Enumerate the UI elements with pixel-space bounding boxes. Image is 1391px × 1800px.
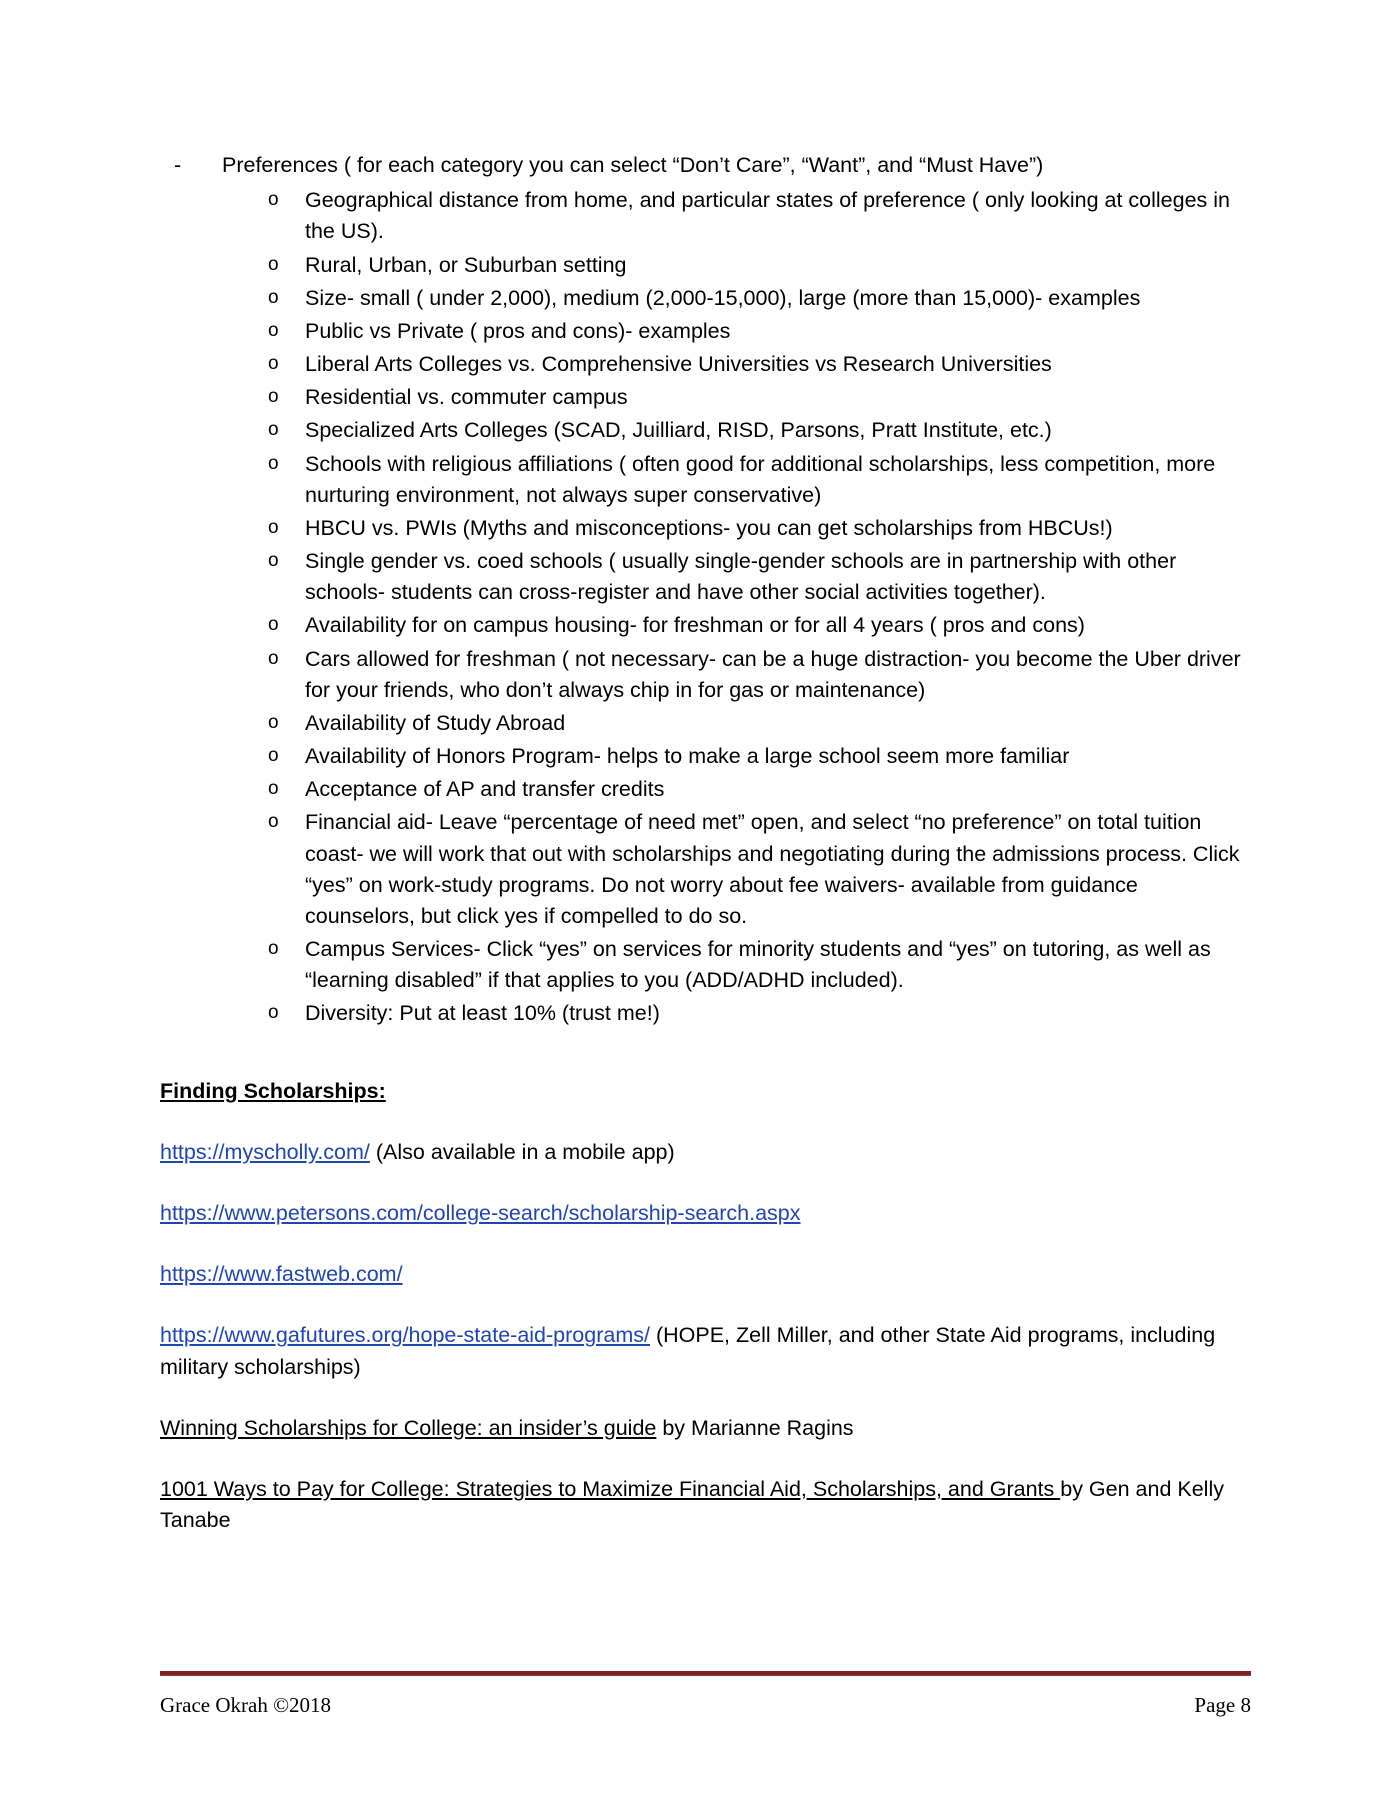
- list-item: [160, 934, 1251, 996]
- list-item: [160, 250, 1251, 281]
- list-item-text: HBCU vs. PWIs (Myths and misconceptions- you can get scholarships from HBCUs!): [305, 515, 1113, 540]
- circle-marker: o: [268, 938, 279, 960]
- list-item-text: Availability of Honors Program- helps to make a large school seem more familiar: [305, 744, 1070, 769]
- circle-marker: o: [268, 286, 279, 308]
- list-item: [160, 774, 1251, 805]
- list-item-text: Campus Services- Click “yes” on services for minority students and “yes” on tutoring, as well as “learning disabled” if that applies to you (ADD/ADHD included).: [305, 937, 1211, 993]
- list-item: [160, 513, 1251, 544]
- circle-marker: o: [268, 452, 279, 474]
- list-item: [160, 316, 1251, 347]
- top-level-bullet-text: Preferences ( for each category you can select “Don’t Care”, “Want”, and “Must Have”): [222, 153, 1044, 177]
- list-item-text: Specialized Arts Colleges (SCAD, Juilliard, RISD, Parsons, Pratt Institute, etc.): [305, 418, 1052, 443]
- circle-marker: o: [268, 711, 279, 733]
- circle-marker: o: [268, 1002, 279, 1024]
- list-item: [160, 644, 1251, 706]
- dash-marker: -: [174, 153, 182, 177]
- list-item-text: Availability of Study Abroad: [305, 710, 566, 735]
- book-reference: [160, 1474, 1251, 1536]
- circle-marker: o: [268, 189, 279, 211]
- scholarship-link[interactable]: https://www.petersons.com/college-search/scholarship-search.aspx: [160, 1200, 801, 1225]
- footer-divider: [160, 1671, 1251, 1676]
- list-item-text: Acceptance of AP and transfer credits: [305, 777, 665, 802]
- resource-note: (Also available in a mobile app): [369, 1139, 675, 1164]
- list-item-text: Public vs Private ( pros and cons)- examples: [305, 318, 731, 343]
- document-body: [160, 150, 1251, 1536]
- scholarship-link[interactable]: https://www.fastweb.com/: [160, 1262, 403, 1287]
- circle-marker: o: [268, 647, 279, 669]
- list-item: [160, 449, 1251, 511]
- list-item-text: Rural, Urban, or Suburban setting: [305, 252, 627, 277]
- list-item: [160, 185, 1251, 247]
- list-item-text: Geographical distance from home, and particular states of preference ( only looking at colleges in the US).: [305, 188, 1231, 244]
- list-item-text: Single gender vs. coed schools ( usually single-gender schools are in partnership with other schools- students can cross-register and have other social activities together).: [305, 549, 1177, 605]
- book-author: by Gen and Kelly Tanabe: [160, 1476, 1224, 1533]
- book-author: by Marianne Ragins: [656, 1415, 854, 1440]
- list-item: [160, 741, 1251, 772]
- preferences-list: [160, 185, 1251, 1029]
- list-item-text: Diversity: Put at least 10% (trust me!): [305, 1001, 660, 1026]
- list-item: [160, 415, 1251, 446]
- resource-note: (HOPE, Zell Miller, and other State Aid programs, including military scholarships): [160, 1323, 1216, 1379]
- circle-marker: o: [268, 353, 279, 375]
- resource-line: [160, 1320, 1251, 1382]
- list-item-text: Availability for on campus housing- for freshman or for all 4 years ( pros and cons): [305, 613, 1085, 638]
- book-reference: [160, 1413, 1251, 1444]
- footer-copyright: Grace Okrah ©2018: [160, 1693, 332, 1717]
- list-item-text: Liberal Arts Colleges vs. Comprehensive Universities vs Research Universities: [305, 352, 1052, 377]
- circle-marker: o: [268, 419, 279, 441]
- circle-marker: o: [268, 516, 279, 538]
- circle-marker: o: [268, 253, 279, 275]
- list-item: [160, 349, 1251, 380]
- list-item-text: Size- small ( under 2,000), medium (2,000-15,000), large (more than 15,000)- examples: [305, 285, 1141, 310]
- scholarship-link[interactable]: https://myscholly.com/: [160, 1139, 370, 1164]
- top-level-bullet: [160, 150, 1251, 181]
- circle-marker: o: [268, 745, 279, 767]
- book-title: 1001 Ways to Pay for College: Strategies to Maximize Financial Aid, Scholarships, and Grants: [160, 1476, 1061, 1501]
- list-item: [160, 807, 1251, 932]
- list-item: [160, 708, 1251, 739]
- list-item: [160, 610, 1251, 641]
- scholarship-link[interactable]: https://www.gafutures.org/hope-state-aid-programs/: [160, 1323, 650, 1348]
- circle-marker: o: [268, 811, 279, 833]
- resource-line: [160, 1198, 1251, 1229]
- section-heading-finding-scholarships: Finding Scholarships:: [160, 1078, 386, 1103]
- list-item: [160, 382, 1251, 413]
- book-title: Winning Scholarships for College: an insider’s guide: [160, 1415, 657, 1440]
- page-footer: [160, 1693, 1251, 1718]
- resource-line: [160, 1137, 1251, 1168]
- circle-marker: o: [268, 550, 279, 572]
- list-item: [160, 998, 1251, 1029]
- list-item: [160, 283, 1251, 314]
- footer-page-number: Page 8: [1194, 1693, 1251, 1717]
- list-item-text: Schools with religious affiliations ( often good for additional scholarships, less competition, more nurturing environment, not always super conservative): [305, 451, 1216, 507]
- list-item-text: Cars allowed for freshman ( not necessary- can be a huge distraction- you become the Uber driver for your friends, who don’t always chip in for gas or maintenance): [305, 646, 1241, 702]
- list-item-text: Residential vs. commuter campus: [305, 385, 628, 410]
- list-item-text: Financial aid- Leave “percentage of need met” open, and select “no preference” on total tuition coast- we will work that out with scholarships and negotiating during the admissions process. Click “yes” on work-study programs. Do not worry about fee waivers- available from guidance counselors, but click yes if compelled to do so.: [305, 810, 1240, 928]
- resource-line: [160, 1259, 1251, 1290]
- list-item: [160, 546, 1251, 608]
- circle-marker: o: [268, 319, 279, 341]
- circle-marker: o: [268, 778, 279, 800]
- circle-marker: o: [268, 386, 279, 408]
- circle-marker: o: [268, 614, 279, 636]
